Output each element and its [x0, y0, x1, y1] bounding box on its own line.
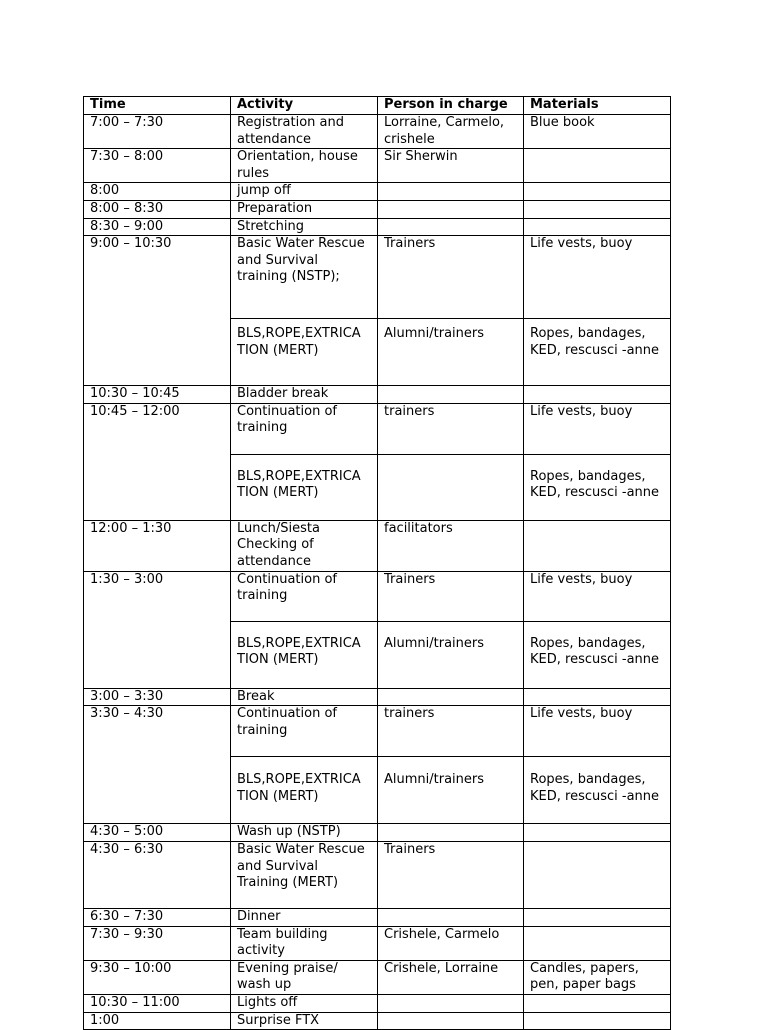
activity-cell: Stretching: [231, 218, 378, 236]
table-row: [84, 236, 671, 319]
table-row: [84, 960, 671, 994]
person-cell: Trainers: [378, 841, 524, 908]
materials-cell: [524, 841, 671, 908]
materials-cell: Life vests, buoy: [524, 571, 671, 621]
person-cell: Alumni/trainers: [378, 319, 524, 386]
activity-cell: Surprise FTX: [231, 1012, 378, 1030]
person-cell: [378, 454, 524, 520]
time-cell: 12:00 – 1:30: [84, 520, 231, 571]
table-row: [84, 841, 671, 908]
materials-cell: Ropes, bandages, KED, rescusci -anne: [524, 757, 671, 824]
person-cell: [378, 994, 524, 1012]
person-cell: [378, 386, 524, 404]
materials-cell: [524, 908, 671, 926]
activity-cell: Evening praise/ wash up: [231, 960, 378, 994]
time-cell: 10:45 – 12:00: [84, 403, 231, 520]
materials-cell: [524, 183, 671, 201]
time-cell: 9:30 – 10:00: [84, 960, 231, 994]
person-cell: [378, 688, 524, 706]
materials-cell: Life vests, buoy: [524, 706, 671, 757]
table-row: [84, 688, 671, 706]
table-row: [84, 1012, 671, 1030]
time-cell: 9:00 – 10:30: [84, 236, 231, 386]
activity-cell: Registration and attendance: [231, 115, 378, 149]
time-cell: 1:00: [84, 1012, 231, 1030]
materials-cell: Blue book: [524, 115, 671, 149]
materials-cell: Life vests, buoy: [524, 236, 671, 319]
activity-cell: BLS,ROPE,EXTRICA TION (MERT): [231, 319, 378, 386]
person-cell: Crishele, Carmelo: [378, 926, 524, 960]
activity-cell: Lights off: [231, 994, 378, 1012]
table-row: [84, 908, 671, 926]
activity-cell: BLS,ROPE,EXTRICA TION (MERT): [231, 621, 378, 688]
time-cell: 10:30 – 10:45: [84, 386, 231, 404]
activity-cell: Continuation of training: [231, 706, 378, 757]
materials-cell: [524, 688, 671, 706]
materials-cell: [524, 994, 671, 1012]
time-cell: 4:30 – 6:30: [84, 841, 231, 908]
header-materials: Materials: [524, 97, 671, 115]
time-cell: 4:30 – 5:00: [84, 824, 231, 842]
activity-cell: Wash up (NSTP): [231, 824, 378, 842]
person-cell: Crishele, Lorraine: [378, 960, 524, 994]
person-cell: Trainers: [378, 571, 524, 621]
materials-cell: Ropes, bandages, KED, rescusci -anne: [524, 454, 671, 520]
materials-cell: [524, 218, 671, 236]
person-cell: [378, 200, 524, 218]
materials-cell: Ropes, bandages, KED, rescusci -anne: [524, 621, 671, 688]
materials-cell: [524, 824, 671, 842]
header-activity: Activity: [231, 97, 378, 115]
activity-cell: Team building activity: [231, 926, 378, 960]
activity-cell: BLS,ROPE,EXTRICA TION (MERT): [231, 454, 378, 520]
time-cell: 8:00 – 8:30: [84, 200, 231, 218]
table-row: [84, 520, 671, 571]
table-row: [84, 571, 671, 621]
time-cell: 8:30 – 9:00: [84, 218, 231, 236]
activity-cell: Basic Water Rescue and Survival Training (MERT): [231, 841, 378, 908]
materials-cell: [524, 520, 671, 571]
activity-cell: Break: [231, 688, 378, 706]
materials-cell: [524, 386, 671, 404]
time-cell: 3:30 – 4:30: [84, 706, 231, 824]
materials-cell: [524, 1012, 671, 1030]
activity-cell: Continuation of training: [231, 403, 378, 454]
time-cell: 10:30 – 11:00: [84, 994, 231, 1012]
materials-cell: Candles, papers, pen, paper bags: [524, 960, 671, 994]
time-cell: 8:00: [84, 183, 231, 201]
activity-cell: Lunch/Siesta Checking of attendance: [231, 520, 378, 571]
person-cell: Trainers: [378, 236, 524, 319]
materials-cell: [524, 926, 671, 960]
activity-cell: Basic Water Rescue and Survival training (NSTP);: [231, 236, 378, 319]
table-row: [84, 218, 671, 236]
person-cell: [378, 218, 524, 236]
table-row: [84, 403, 671, 454]
header-person-in-charge: Person in charge: [378, 97, 524, 115]
schedule-table: [83, 96, 671, 1030]
table-row: [84, 994, 671, 1012]
table-row: [84, 706, 671, 757]
header-time: Time: [84, 97, 231, 115]
person-cell: [378, 824, 524, 842]
time-cell: 7:30 – 8:00: [84, 149, 231, 183]
activity-cell: BLS,ROPE,EXTRICA TION (MERT): [231, 757, 378, 824]
table-row: [84, 149, 671, 183]
time-cell: 7:30 – 9:30: [84, 926, 231, 960]
time-cell: 3:00 – 3:30: [84, 688, 231, 706]
table-row: [84, 386, 671, 404]
table-header-row: [84, 97, 671, 115]
activity-cell: Orientation, house rules: [231, 149, 378, 183]
person-cell: [378, 908, 524, 926]
person-cell: facilitators: [378, 520, 524, 571]
activity-cell: Bladder break: [231, 386, 378, 404]
time-cell: 6:30 – 7:30: [84, 908, 231, 926]
person-cell: [378, 1012, 524, 1030]
table-row: [84, 824, 671, 842]
person-cell: trainers: [378, 403, 524, 454]
person-cell: Alumni/trainers: [378, 757, 524, 824]
table-row: [84, 926, 671, 960]
table-row: [84, 183, 671, 201]
materials-cell: Life vests, buoy: [524, 403, 671, 454]
table-row: [84, 115, 671, 149]
activity-cell: Preparation: [231, 200, 378, 218]
materials-cell: [524, 200, 671, 218]
materials-cell: Ropes, bandages, KED, rescusci -anne: [524, 319, 671, 386]
person-cell: Lorraine, Carmelo, crishele: [378, 115, 524, 149]
person-cell: [378, 183, 524, 201]
activity-cell: jump off: [231, 183, 378, 201]
time-cell: 1:30 – 3:00: [84, 571, 231, 688]
materials-cell: [524, 149, 671, 183]
person-cell: Alumni/trainers: [378, 621, 524, 688]
activity-cell: Continuation of training: [231, 571, 378, 621]
person-cell: Sir Sherwin: [378, 149, 524, 183]
person-cell: trainers: [378, 706, 524, 757]
time-cell: 7:00 – 7:30: [84, 115, 231, 149]
activity-cell: Dinner: [231, 908, 378, 926]
table-row: [84, 200, 671, 218]
